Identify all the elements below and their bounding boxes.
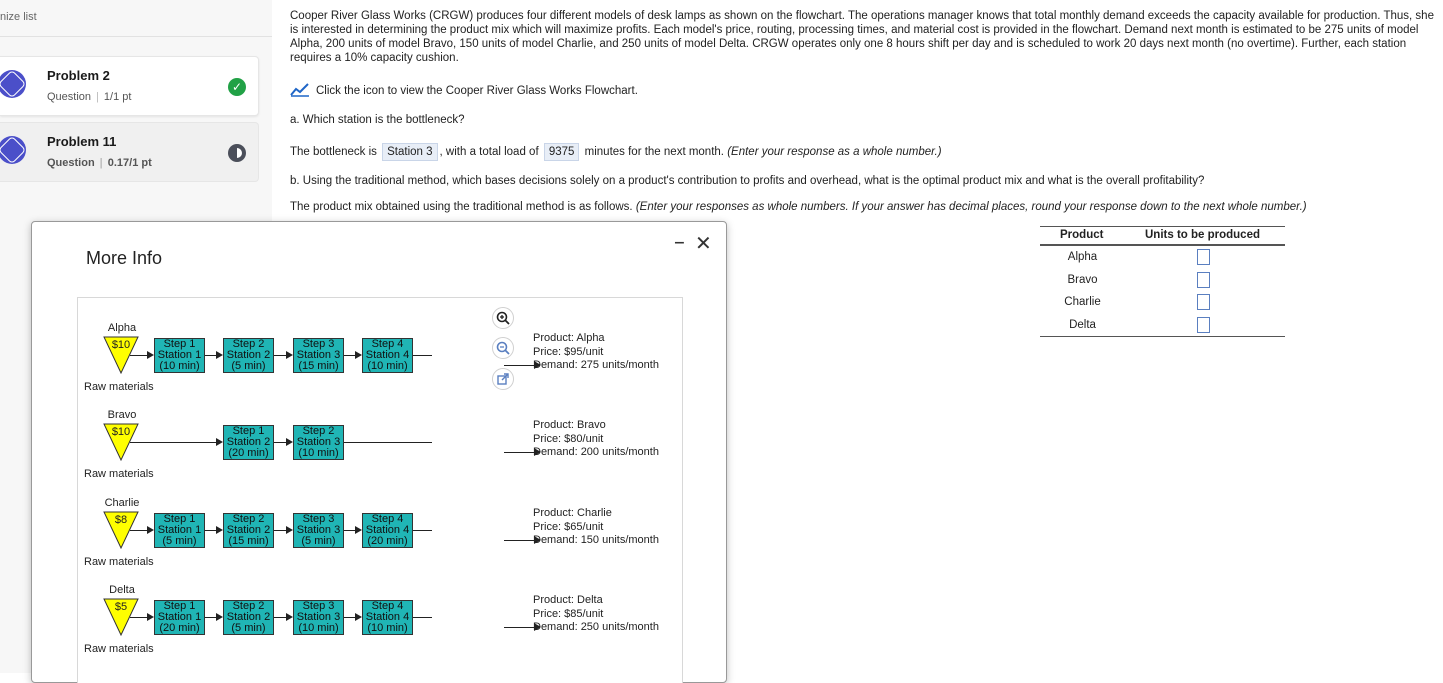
- process-step: [362, 600, 413, 635]
- instructions-hint: (Enter your responses as whole numbers. If your answer has decimal places, round your response down to the next whole number.): [635, 201, 1307, 213]
- arrow-head: [216, 351, 223, 359]
- raw-material-cost: $10: [111, 339, 131, 351]
- raw-materials-label: Raw materials: [84, 556, 154, 568]
- arrow-head: [147, 526, 154, 534]
- connector-line: [504, 365, 534, 366]
- connector-line: [205, 355, 216, 356]
- answer-prefix: The bottleneck is: [290, 146, 377, 158]
- sidebar-item-title: Problem 2: [47, 68, 110, 83]
- sidebar-item-problem-11[interactable]: [0, 122, 259, 182]
- station-name: Station 4: [365, 611, 410, 623]
- process-step: [223, 338, 274, 373]
- check-circle-icon: ✓: [228, 78, 246, 96]
- total-load-answer[interactable]: 9375: [544, 143, 580, 161]
- process-time: (10 min): [367, 622, 408, 634]
- process-step: [362, 513, 413, 548]
- row-product: Charlie: [1064, 296, 1101, 308]
- raw-materials-label: Raw materials: [84, 643, 154, 655]
- arrow-head: [147, 613, 154, 621]
- product-price: Price: $80/unit: [533, 432, 604, 445]
- process-step: [293, 513, 344, 548]
- product-label: Product: Charlie: [533, 507, 612, 519]
- col-units: Units to be produced: [1145, 229, 1260, 241]
- station-name: Station 4: [365, 349, 410, 361]
- part-a-answer: [290, 143, 942, 161]
- zoom-out-button[interactable]: [492, 337, 514, 359]
- sidebar-item-meta: Question | 0.17/1 pt: [47, 157, 152, 169]
- table-header: [1040, 227, 1285, 246]
- raw-material-cost: $8: [114, 514, 128, 526]
- arrow-head: [216, 438, 223, 446]
- question-type-icon: [0, 70, 26, 98]
- item-score: 1/1 pt: [103, 91, 132, 103]
- process-step: [154, 513, 205, 548]
- raw-materials-label: Raw materials: [84, 468, 154, 480]
- dialog-title: More Info: [86, 248, 163, 268]
- arrow-head: [286, 351, 293, 359]
- instructions-lead: The product mix obtained using the traditional method is as follows.: [290, 201, 633, 213]
- process-time: (5 min): [301, 535, 336, 547]
- connector-line: [413, 355, 432, 356]
- sidebar-item-meta: Question | 1/1 pt: [47, 91, 132, 103]
- material-product-name: Bravo: [107, 409, 137, 421]
- step-number: Step 1: [163, 600, 196, 612]
- process-step: [154, 600, 205, 635]
- station-name: Station 3: [296, 436, 341, 448]
- connector-line: [130, 530, 147, 531]
- part-a-question: a. Which station is the bottleneck?: [290, 114, 465, 126]
- process-step: [293, 600, 344, 635]
- zoom-out-icon: [495, 340, 511, 356]
- connector-line: [413, 530, 432, 531]
- product-label: Product: Bravo: [533, 419, 606, 431]
- station-name: Station 1: [157, 524, 202, 536]
- material-product-name: Delta: [109, 584, 135, 596]
- problem-statement: Cooper River Glass Works (CRGW) produces four different models of desk lamps as shown on the flowchart. The operations manager knows that total monthly demand exceeds the capacity available for production. Thus, she is interested in determining the product mix which will maximize profits. Each model's price, routing, processing times, and material cost is provided in the flowchart. Demand next month is estimated to be 275 units of model Alpha, 200 units of model Bravo, 150 units of model Charlie, and 250 units of model Delta. CRGW operates only one 8 hours shift per day and is scheduled to work 20 days next month (no overtime). Further, each station requires a 10% capacity cushion.: [290, 10, 1434, 64]
- process-time: (10 min): [159, 360, 200, 372]
- process-time: (10 min): [367, 360, 408, 372]
- process-step: [223, 600, 274, 635]
- question-type-icon: [0, 136, 26, 164]
- row-product: Alpha: [1067, 251, 1098, 263]
- connector-line: [504, 452, 534, 453]
- arrow-head: [147, 351, 154, 359]
- product-demand: Demand: 200 units/month: [533, 446, 659, 458]
- more-info-dialog: [31, 221, 727, 683]
- step-number: Step 3: [302, 600, 335, 612]
- process-step: [223, 513, 274, 548]
- table-row: [1040, 314, 1285, 337]
- product-price: Price: $85/unit: [533, 607, 604, 620]
- item-score: 0.17/1 pt: [107, 157, 152, 169]
- step-number: Step 1: [232, 425, 265, 437]
- product-info: [533, 419, 659, 460]
- product-demand: Demand: 275 units/month: [533, 359, 659, 371]
- step-number: Step 1: [163, 513, 196, 525]
- raw-materials-label: Raw materials: [84, 381, 154, 393]
- process-step: [362, 338, 413, 373]
- connector-line: [274, 442, 286, 443]
- open-external-button[interactable]: [492, 368, 514, 390]
- connector-line: [344, 442, 432, 443]
- product-price: Price: $95/unit: [533, 345, 604, 358]
- connector-line: [274, 355, 286, 356]
- process-time: (5 min): [162, 535, 197, 547]
- process-time: (5 min): [231, 360, 266, 372]
- row-product: Delta: [1069, 318, 1096, 331]
- alpha-units-input[interactable]: [1197, 249, 1210, 265]
- product-label: Product: Delta: [533, 594, 603, 606]
- connector-line: [205, 530, 216, 531]
- part-b-instructions: [290, 200, 1307, 214]
- connector-line: [130, 617, 147, 618]
- process-time: (10 min): [298, 447, 339, 459]
- table-row: [1040, 246, 1285, 269]
- flowchart-diagram: [77, 297, 683, 683]
- part-b-question: b. Using the traditional method, which bases decisions solely on a product's contribution to profits and overhead, what is the optimal product mix and what is the overall profitability?: [290, 175, 1205, 187]
- process-step: [293, 425, 344, 460]
- process-step: [223, 425, 274, 460]
- material-product-name: Alpha: [107, 322, 137, 334]
- connector-line: [274, 617, 286, 618]
- process-step: [293, 338, 344, 373]
- step-number: Step 2: [302, 425, 335, 437]
- process-time: (20 min): [159, 622, 200, 634]
- process-time: (5 min): [231, 622, 266, 634]
- product-demand: Demand: 250 units/month: [533, 621, 659, 633]
- minimize-button[interactable]: ‒: [675, 234, 684, 251]
- arrow-head: [355, 351, 362, 359]
- sidebar-item-problem-2[interactable]: [0, 56, 259, 116]
- station-name: Station 1: [157, 349, 202, 361]
- delta-units-input[interactable]: [1197, 317, 1210, 333]
- answer-middle: , with a total load of: [439, 146, 539, 158]
- product-demand: Demand: 150 units/month: [533, 534, 659, 546]
- arrow-head: [286, 613, 293, 621]
- connector-line: [344, 355, 355, 356]
- material-product-name: Charlie: [104, 497, 140, 509]
- connector-line: [130, 442, 216, 443]
- station-name: Station 3: [296, 611, 341, 623]
- answer-hint: (Enter your response as a whole number.): [727, 146, 942, 158]
- process-step: [154, 338, 205, 373]
- step-number: Step 1: [163, 338, 196, 350]
- product-price: Price: $65/unit: [533, 520, 604, 533]
- sidebar-item-title: Problem 11: [47, 134, 117, 149]
- arrow-head: [355, 613, 362, 621]
- charlie-units-input[interactable]: [1197, 294, 1210, 310]
- step-number: Step 4: [371, 338, 404, 350]
- step-number: Step 2: [232, 513, 265, 525]
- product-info: [533, 594, 659, 635]
- zoom-in-button[interactable]: [492, 307, 514, 329]
- product-label: Product: Alpha: [533, 332, 605, 344]
- station-name: Station 2: [226, 436, 271, 448]
- table-row: [1040, 291, 1285, 314]
- step-number: Step 3: [302, 338, 335, 350]
- answer-suffix: minutes for the next month.: [584, 146, 724, 158]
- zoom-in-icon: [495, 310, 511, 326]
- arrow-head: [216, 613, 223, 621]
- process-time: (10 min): [298, 622, 339, 634]
- connector-line: [413, 617, 432, 618]
- row-product: Bravo: [1067, 273, 1098, 286]
- connector-line: [274, 530, 286, 531]
- process-time: (15 min): [228, 535, 269, 547]
- arrow-head: [286, 438, 293, 446]
- chart-icon[interactable]: [290, 82, 310, 97]
- step-number: Step 3: [302, 513, 335, 525]
- process-time: (20 min): [228, 447, 269, 459]
- station-name: Station 3: [296, 524, 341, 536]
- raw-material-cost: $10: [111, 426, 131, 438]
- bottleneck-station-answer[interactable]: Station 3: [382, 143, 437, 161]
- station-name: Station 3: [296, 349, 341, 361]
- step-number: Step 2: [232, 600, 265, 612]
- col-product: Product: [1060, 229, 1104, 241]
- sidebar-header: [0, 0, 272, 37]
- step-number: Step 4: [371, 513, 404, 525]
- question-list-label: nize list: [0, 11, 37, 23]
- bravo-units-input[interactable]: [1197, 272, 1210, 288]
- step-number: Step 4: [371, 600, 404, 612]
- arrow-head: [355, 526, 362, 534]
- item-type: Question: [47, 91, 92, 103]
- step-number: Step 2: [232, 338, 265, 350]
- item-type: Question: [47, 157, 95, 169]
- connector-line: [130, 355, 147, 356]
- process-time: (20 min): [367, 535, 408, 547]
- product-info: [533, 332, 659, 373]
- process-time: (15 min): [298, 360, 339, 372]
- connector-line: [344, 530, 355, 531]
- connector-line: [504, 540, 534, 541]
- connector-line: [205, 617, 216, 618]
- arrow-head: [286, 526, 293, 534]
- station-name: Station 2: [226, 524, 271, 536]
- product-mix-table: [1040, 226, 1285, 337]
- station-name: Station 2: [226, 611, 271, 623]
- station-name: Station 4: [365, 524, 410, 536]
- connector-line: [504, 627, 534, 628]
- external-link-icon: [495, 371, 511, 387]
- station-name: Station 2: [226, 349, 271, 361]
- flowchart-link[interactable]: [290, 82, 638, 98]
- connector-line: [344, 617, 355, 618]
- flowchart-link-text: Click the icon to view the Cooper River Glass Works Flowchart.: [316, 85, 638, 97]
- product-info: [533, 507, 659, 548]
- table-row: [1040, 269, 1285, 292]
- partial-credit-icon: [228, 144, 246, 162]
- station-name: Station 1: [157, 611, 202, 623]
- raw-material-cost: $5: [114, 601, 128, 613]
- close-button[interactable]: ✕: [695, 233, 712, 255]
- arrow-head: [216, 526, 223, 534]
